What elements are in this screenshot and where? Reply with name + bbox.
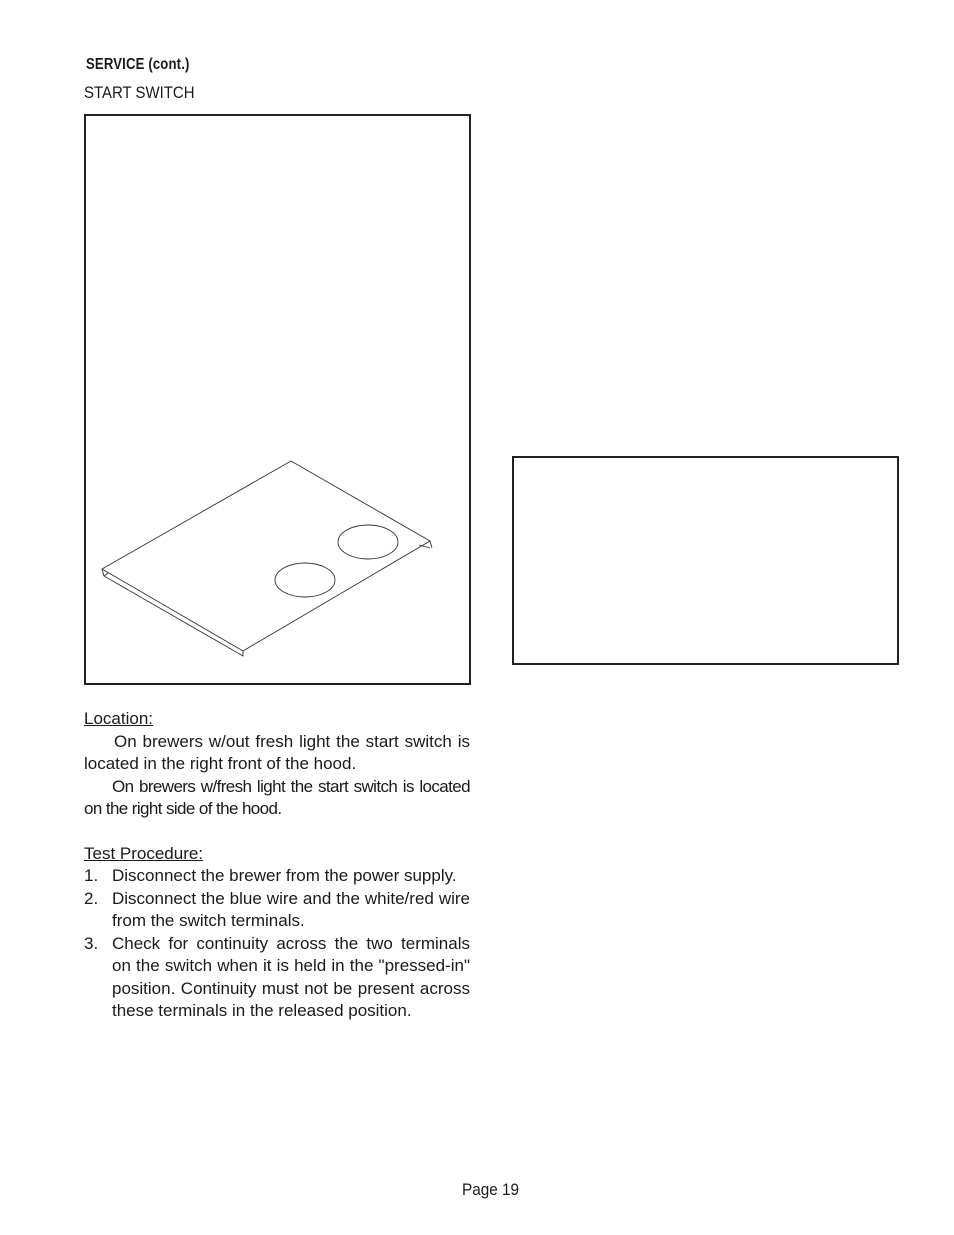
step-text: Check for continuity across the two terminals on the switch when it is held in the "pressed-in" position. Continuity must not be present across these terminals in the released position. — [112, 933, 470, 1020]
body-text — [84, 708, 470, 1023]
illustration-frame — [84, 114, 471, 685]
step-text: Disconnect the brewer from the power supply. — [112, 866, 457, 885]
hood-panel-lip — [102, 541, 432, 656]
section-title: SERVICE (cont.) — [86, 56, 190, 73]
hood-panel-outline — [102, 461, 430, 651]
list-item — [84, 933, 470, 1023]
location-paragraph-1: On brewers w/out fresh light the start switch is located in the right front of the hood. — [84, 731, 470, 773]
subsection-title: START SWITCH — [84, 83, 195, 102]
callout-frame — [512, 456, 899, 665]
step-number: 3. — [84, 933, 99, 953]
test-procedure-steps — [84, 865, 470, 1023]
location-heading: Location: — [84, 709, 153, 728]
switch-hole-rear — [338, 525, 398, 559]
list-item — [84, 865, 470, 888]
step-number: 2. — [84, 888, 99, 908]
step-text: Disconnect the blue wire and the white/red wire from the switch terminals. — [112, 888, 470, 930]
list-item — [84, 888, 470, 933]
hood-panel-illustration — [86, 116, 469, 683]
location-paragraph-2: On brewers w/fresh light the start switch is located on the right side of the hood. — [84, 776, 470, 818]
step-number: 1. — [84, 866, 99, 885]
page-number: Page 19 — [462, 1180, 520, 1199]
switch-hole-front — [275, 563, 335, 597]
test-procedure-heading: Test Procedure: — [84, 843, 204, 863]
